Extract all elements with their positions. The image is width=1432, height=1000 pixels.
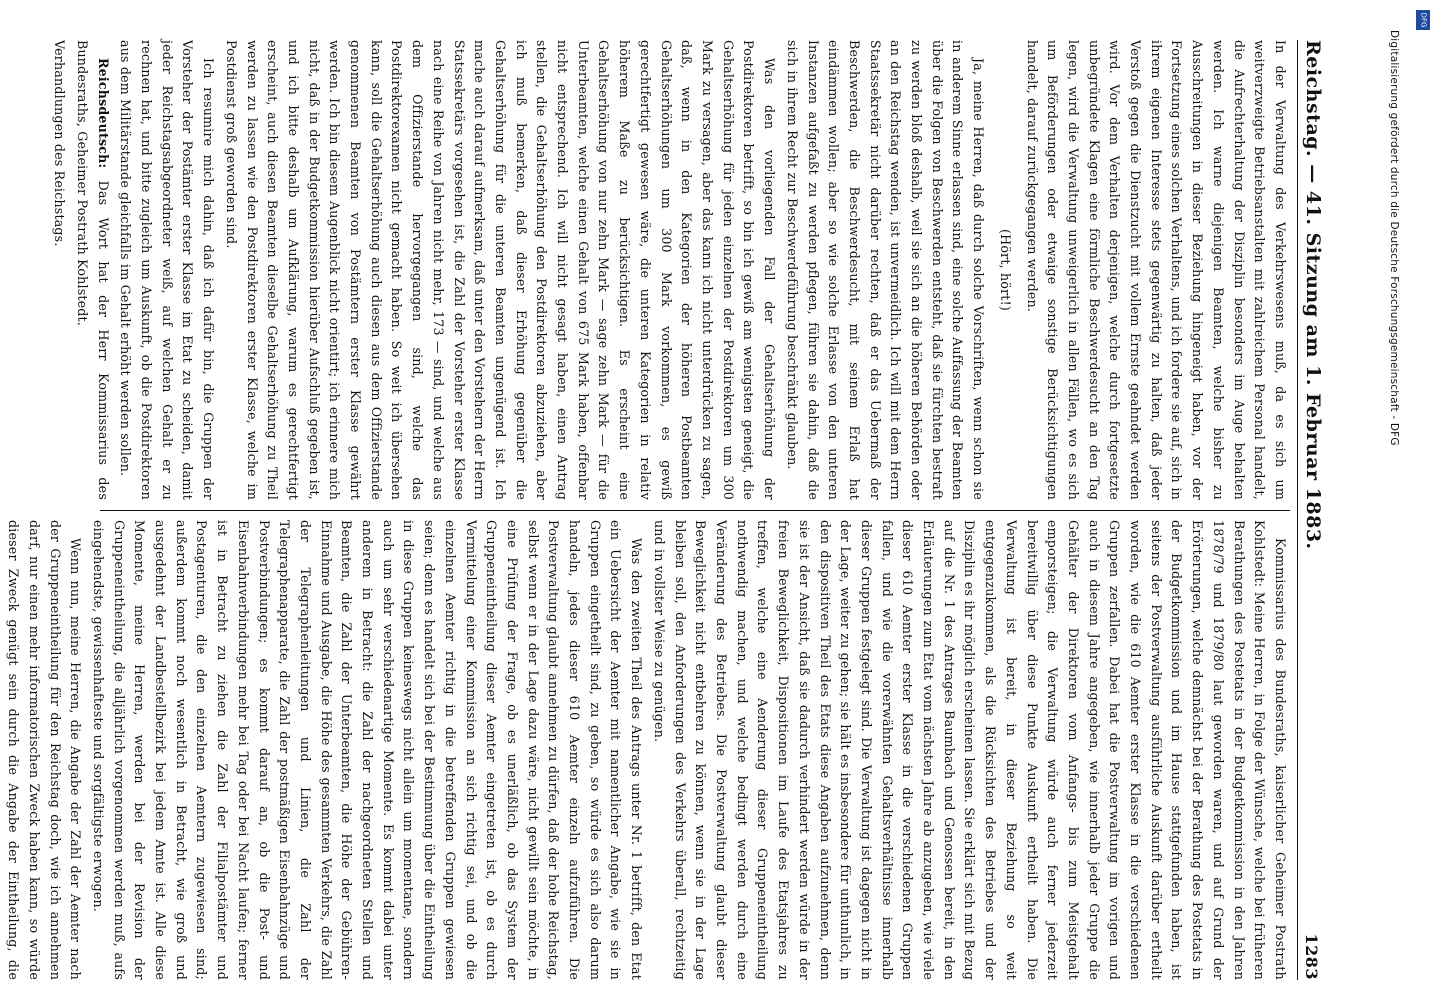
paragraph: Wenn nun, meine Herren, die Angabe der Zahl der Aemter nach der Gruppeneintheilung für den Reichstag doch, wie ich annehmen darf, nur einen mehr informatorischen Zweck haben kann, so würde dieser Zweck genügt sein durch die Angabe der Eintheilung, die bbox=[6, 520, 84, 980]
right-column bbox=[0, 520, 1290, 980]
column-divider bbox=[100, 510, 1290, 511]
paragraph: Was den zweiten Theil des Antrags unter Nr. 1 betrifft, den Etat ein Uebersicht der Aemter mit namentlicher Angabe, wie sie in Gruppen eingetheilt sind, zu geben, so würde es sich also darum handeln, jedes dieser 610 Aemter einzeln aufzuführen. Die Postverwaltung glaubt annehmen zu dürfen, daß der hohe Reichstag, selbst wenn er in der Lage dazu wäre, nicht gewillt sein möchte, in eine Prüfung der Frage, ob es unerläßlich, ob das System der Gruppeneintheilung dieser Aemter eingetreten ist, ob es durch Vermittelung einer Kommission an sich richtig sei, und ob die einzelnen Aemter richtig in die betreffenden Gruppen gewiesen seien; denn es handelt sich bei der Bestimmung über die Eintheilung in diese Gruppen keineswegs nicht allein um momentane, sondern auch um sehr verschiedenartige Momente. Es kommt dabei unter anderem in Betracht: die Zahl der nachgeordneten Stellen und Beamten, die Zahl der Unterbeamten, die Höhe der Gebühren-Einnahme und Ausgabe, die Höhe des gesammten Verkehrs, die Zahl der Telegraphenleitungen und Linien, die Zahl der Telegraphenapparate, die Zahl der postmäßigen Eisenbahnzüge und Postverbindungen; es kommt darauf an, ob die Post- und Eisenbahnverbindungen mehr bei Tag oder bei Nacht laufen; ferner ist in Betracht zu ziehen die Zahl der Filialpostämter und Postagenturen, die den einzelnen Aemtern zugewiesen sind; außerdem kommt noch wesentlich in Betracht, wie groß und ausgedehnt der Landbestellbezirk bei jedem Amte ist. Alle diese Momente, meine Herren, werden bei der Revision der Gruppeneintheilung, die alljährlich vorgenommen werden muß, aufs eingehendste, gewissenhafteste und sorgfältigste erwogen. bbox=[90, 520, 645, 980]
speaker-paragraph bbox=[648, 520, 1290, 980]
header-title: Reichstag. — 41. Sitzung am 1. Februar 1883. bbox=[1302, 40, 1324, 550]
speaker-text: Das Wort hat der Herr Kommissarius des Bundesraths, Geheimer Postrath Kohlstedt. bbox=[74, 40, 111, 500]
logo-text: DFG bbox=[1419, 12, 1427, 28]
speaker-paragraph bbox=[71, 40, 112, 500]
paragraph: In der Verwaltung des Verkehrswesens muß, da es sich um weitverzweigte Betriebsanstalten mit zahlreichem Personal handelt, die Aufrechterhaltung der Disziplin besonders im Auge behalten werden. Ich warne diejenigen Beamten, welche bisher zu Ausschreitungen in dieser Beziehung hingeneigt haben, vor der Fortsetzung eines solchen Verhaltens, und ich fordere sie auf, sich in ihrem eigenen Interesse stets gegenwärtig zu halten, daß jeder Verstoß gegen die Dienstzucht mit vollem Ernste geahndet werden wird. Vor dem Verhalten derjenigen, welche durch fortgesetzte unbegründete Klagen eine förmliche Beschwerdesucht an den Tag legen, wird die Verwaltung unweigerlich in allen Fällen, wo es sich um Beförderungen oder etwaige sonstige Berücksichtigungen handelt, darauf zurückgegangen werden. bbox=[1024, 40, 1288, 500]
speaker-lead: Kommissarius des Bundesraths, kaiserlicher Geheimer Postrath Kohlstedt: bbox=[1252, 520, 1288, 980]
paragraph: Was den vorliegenden Fall der Gehaltserhöhung der Postdirektoren betrifft, so bin ich gewiß am wenigsten geneigt, die Gehaltserhöhung für jeden einzelnen der Postdirektoren um 300 Mark zu versagen, aber das kann ich nicht unterdrücken zu sagen, daß, wenn in den Kategorien der höheren Postbeamten Gehaltserhöhungen um 300 Mark vorkommen, es gewiß gerechtfertigt gewesen wäre, die unteren Kategorien in relativ höherem Maße zu berücksichtigen. Es erscheint eine Gehaltserhöhung von nur zehn Mark — sage zehn Mark — für die Unterbeamten, welche einen Gehalt von 675 Mark haben, offenbar nicht entsprechend. Ich will nicht gesagt haben, einen Antrag stellen, die Gehaltserhöhung den Postdirektoren abzuziehen, aber ich muß bemerken, daß dieser Erhöhung gegenüber die Gehaltserhöhung für die unteren Beamten ungenügend ist. Ich mache auch darauf aufmerksam, daß unter den Vorstehern der Herrn Statssekretärs vorgesehen ist, die Zahl der Vorsteher erster Klasse nach eine Reihe von Jahren nicht mehr, 173 — sind, und welche aus dem Offizierstande hervorgegangen sind, welche das Postdirektorexamen nicht gemacht haben. So weit ich übersehen kann, soll die Gehaltserhöhung auch diesen aus dem Offizierstande genommenen Beamten von Postämtern erster Klasse gewährt werden. Ich bin diesem Augenblick nicht orientirt; ich erinnere mich nicht, daß in der Budgetkommission hierüber Aufschluß gegeben ist, und ich bitte deshalb um Aufklärung, warum es gerechtfertigt erscheint, auch diesen Beamten dieselbe Gehaltserhöhung zu Theil werden zu lassen wie den Postdirektoren erster Klasse, welche im Postdienst groß geworden sind. bbox=[223, 40, 778, 500]
paragraph: Ich resumire mich dahin, daß ich dafür bin, die Gruppen der Vorsteher der Postämter erster Klasse im Etat zu scheiden, damit jeder Reichstagsabgeordneter weiß, auf welchen Gehalt er zu rechnen hat, und bitte zugleich um Auskunft, ob die Postdirektoren aus dem Militärstande gleichfalls im Gehalt erhöht werden sollen. bbox=[118, 40, 217, 500]
paragraph: Ja, meine Herren, daß durch solche Vorschriften, wenn schon sie in anderem Sinne erlassen sind, eine solche Auffassung der Beamten über die Folgen von Beschwerden entsteht, daß sie fürchten bestraft zu werden bloß deshalb, weil sie sich an die höheren Behörden oder an den Reichstag wenden, ist unvermeidlich. Ich will mit dem Herrn Staatssekretär nicht darüber rechten, daß er das Uebermaß der Beschwerden, die Beschwerdesucht, mit seinem Erlaß hat eindämmen wollen; aber so wie solche Erlasse von den unteren Instanzen aufgefaßt zu werden pflegen, führen sie dahin, daß die sich in ihrem Recht zur Beschwerdeführung beschränkt glauben. bbox=[784, 40, 987, 500]
digitization-note: Digitalisierung gefördert durch die Deutsche Forschungsgemeinschaft - DFG bbox=[1388, 30, 1400, 446]
speaker-name: Reichsdeutsch: bbox=[95, 58, 111, 169]
left-column bbox=[47, 40, 1290, 500]
footer-note: Verhandlungen des Reichstags. bbox=[52, 40, 68, 247]
speaker-text: Meine Herren, in Folge der Wünsche, welche bei früheren Berathungen des Postetats in der Budgetkommission in den Jahren 1878/79 und 1879/80 laut geworden waren, und auf Grund der Erörterungen, welche demnächst bei der Berathung des Postetats in der Budgetkommission und im Hause stattgefunden haben, ist seitens der Postverwaltung ausführliche Auskunft darüber ertheilt worden, wie die 610 Aemter erster Klasse in die verschiedenen Gruppen zerfallen. Dabei hat die Postverwaltung im vorigen und auch in diesem Jahre angegeben, wie innerhalb jeder Gruppe die Gehälter der Direktoren vom Anfangs- bis zum Meistgehalt emporsteigen; die Verwaltung würde auch ferner jederzeit bereitwillig über diese Punkte Auskunft ertheilt haben. Die Verwaltung ist bereit, in dieser Beziehung so weit entgegenzukommen, als die Rücksichten des Betriebes und der Disziplin es ihr möglich erscheinen lassen. Sie erklärt sich mit Bezug auf die Nr. 1 des Antrages Baumbach und Genossen bereit, in den Erläuterungen zum Etat vom nächsten Jahre ab anzugeben, wie viele dieser 610 Aemter erster Klasse in die verschiedenen Gruppen fallen, und wie die vorerwähnten Gehaltsverhältnisse innerhalb dieser Gruppen festgelegt sind. Die Verwaltung ist dagegen nicht in der Lage, weiter zu gehen; sie hält es insbesondere für unthunlich, in den dispositiven Theil des Etats diese Angaben aufzunehmen, denn sie ist der Ansicht, daß sie dadurch verhindert werden würde in der freien Beweglichkeit, Dispositionen im Laufe des Etatsjahres zu treffen, welche eine Aenderung dieser Gruppeneintheilung nothwendig machen, und welche bedingt werden durch eine Veränderung des Betriebes. Die Postverwaltung glaubt dieser Beweglichkeit nicht entbehren zu können, wenn sie in der Lage bleiben soll, den Anforderungen des Verkehrs überall, rechtzeitig und in vollster Weise zu genügen. bbox=[651, 520, 1268, 980]
dfg-logo bbox=[1416, 10, 1430, 30]
interjection: (Hört, hört!) bbox=[997, 229, 1013, 311]
page-header bbox=[1297, 40, 1342, 980]
page-number: 1283 bbox=[1302, 933, 1321, 980]
